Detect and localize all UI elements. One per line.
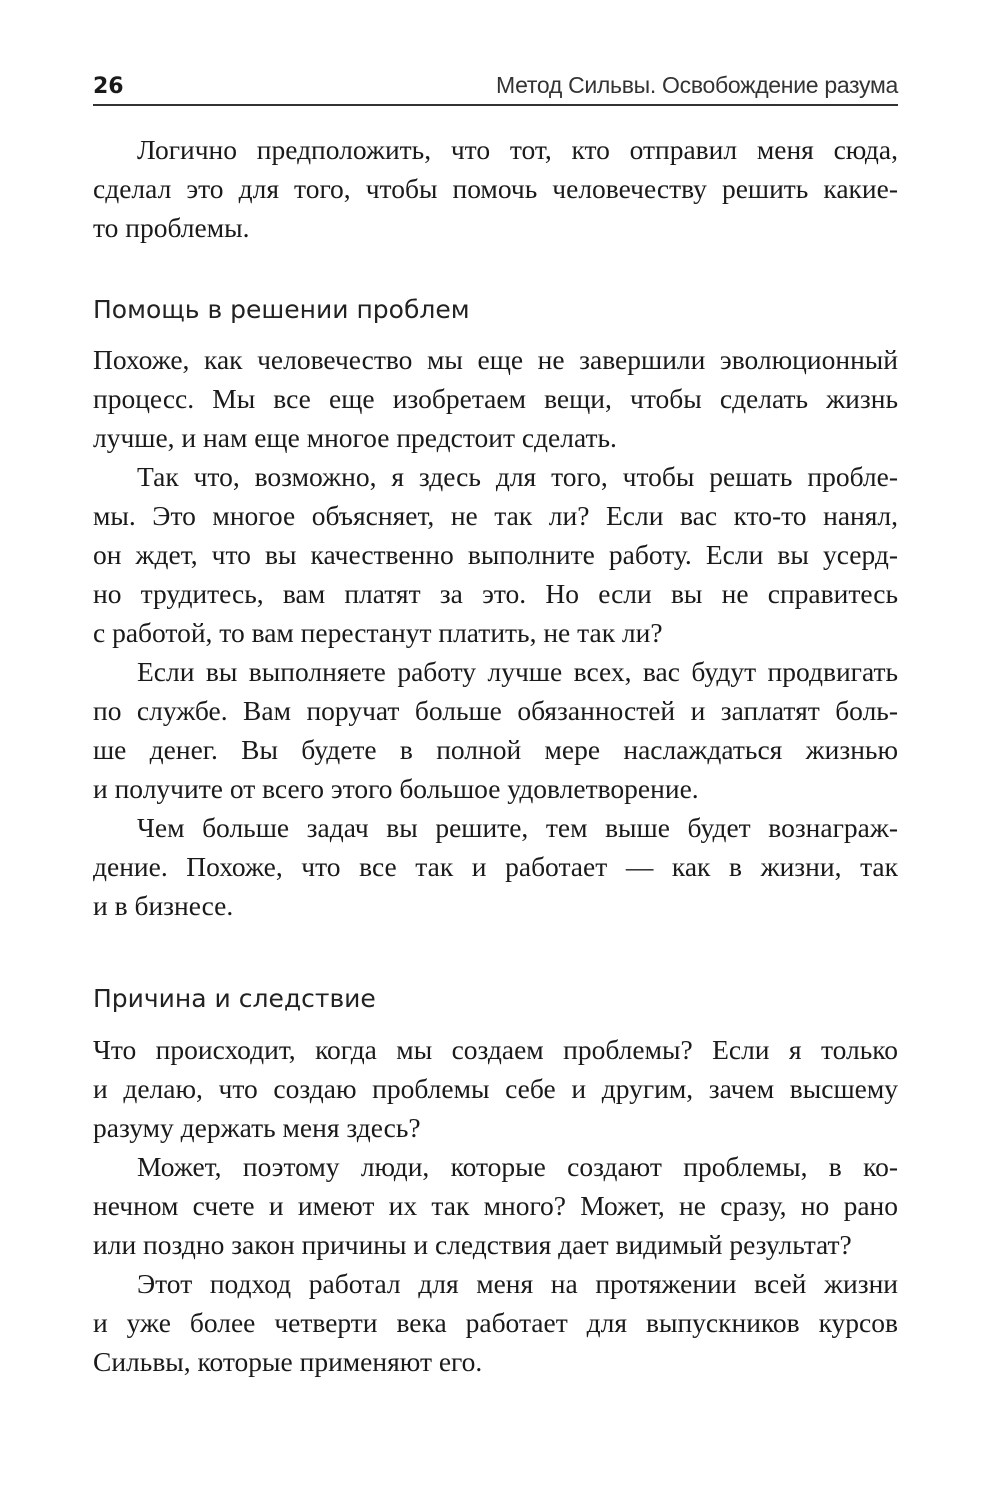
text-line: и получите от всего этого большое удовлетворение. xyxy=(93,773,699,804)
text-line: процесс. Мы все еще изобретаем вещи, чтобы сделать жизнь xyxy=(93,383,898,414)
text-line: нечном счете и имеют их так много? Может, не сразу, но рано xyxy=(93,1190,898,1221)
section-body xyxy=(93,340,898,925)
text-line: ше денег. Вы будете в полной мере наслаждаться жизнью xyxy=(93,734,898,765)
text-line: Что происходит, когда мы создаем проблемы? Если я только xyxy=(93,1034,898,1065)
text-line: или поздно закон причины и следствия дает видимый результат? xyxy=(93,1229,852,1260)
text-line: разуму держать меня здесь? xyxy=(93,1112,421,1143)
text-line: то проблемы. xyxy=(93,212,250,243)
running-title: Метод Сильвы. Освобождение разума xyxy=(496,72,898,98)
text-line: Если вы выполняете работу лучше всех, вас будут продвигать xyxy=(137,656,898,687)
intro-paragraph xyxy=(93,130,898,247)
text-line: Так что, возможно, я здесь для того, чтобы решать пробле- xyxy=(137,461,898,492)
text-line: Может, поэтому люди, которые создают проблемы, в ко- xyxy=(137,1151,898,1182)
text-line: Сильвы, которые применяют его. xyxy=(93,1346,483,1377)
text-line: Чем больше задач вы решите, тем выше будет вознаграж- xyxy=(137,812,898,843)
text-line: Логично предположить, что тот, кто отправил меня сюда, xyxy=(137,134,898,165)
text-line: дение. Похоже, что все так и работает — как в жизни, так xyxy=(93,851,898,882)
text-line: сделал это для того, чтобы помочь человечеству решить какие- xyxy=(93,173,898,204)
text-line: Похоже, как человечество мы еще не завершили эволюционный xyxy=(93,344,898,375)
page-number: 26 xyxy=(93,74,124,99)
section-heading: Помощь в решении проблем xyxy=(93,295,470,324)
text-line: лучше, и нам еще многое предстоит сделать. xyxy=(93,422,617,453)
section-body xyxy=(93,1030,898,1381)
text-line: Этот подход работал для меня на протяжении всей жизни xyxy=(137,1268,898,1299)
text-line: и уже более четверти века работает для выпускников курсов xyxy=(93,1307,898,1338)
text-line: с работой, то вам перестанут платить, не так ли? xyxy=(93,617,663,648)
text-line: мы. Это многое объясняет, не так ли? Если вас кто-то нанял, xyxy=(93,500,898,531)
text-line: по службе. Вам поручат больше обязанностей и заплатят боль- xyxy=(93,695,898,726)
section-heading: Причина и следствие xyxy=(93,984,376,1013)
text-line: но трудитесь, вам платят за это. Но если вы не справитесь xyxy=(93,578,898,609)
running-header xyxy=(93,72,898,106)
text-line: и в бизнесе. xyxy=(93,890,234,921)
text-line: и делаю, что создаю проблемы себе и другим, зачем высшему xyxy=(93,1073,898,1104)
text-line: он ждет, что вы качественно выполните работу. Если вы усерд- xyxy=(93,539,898,570)
